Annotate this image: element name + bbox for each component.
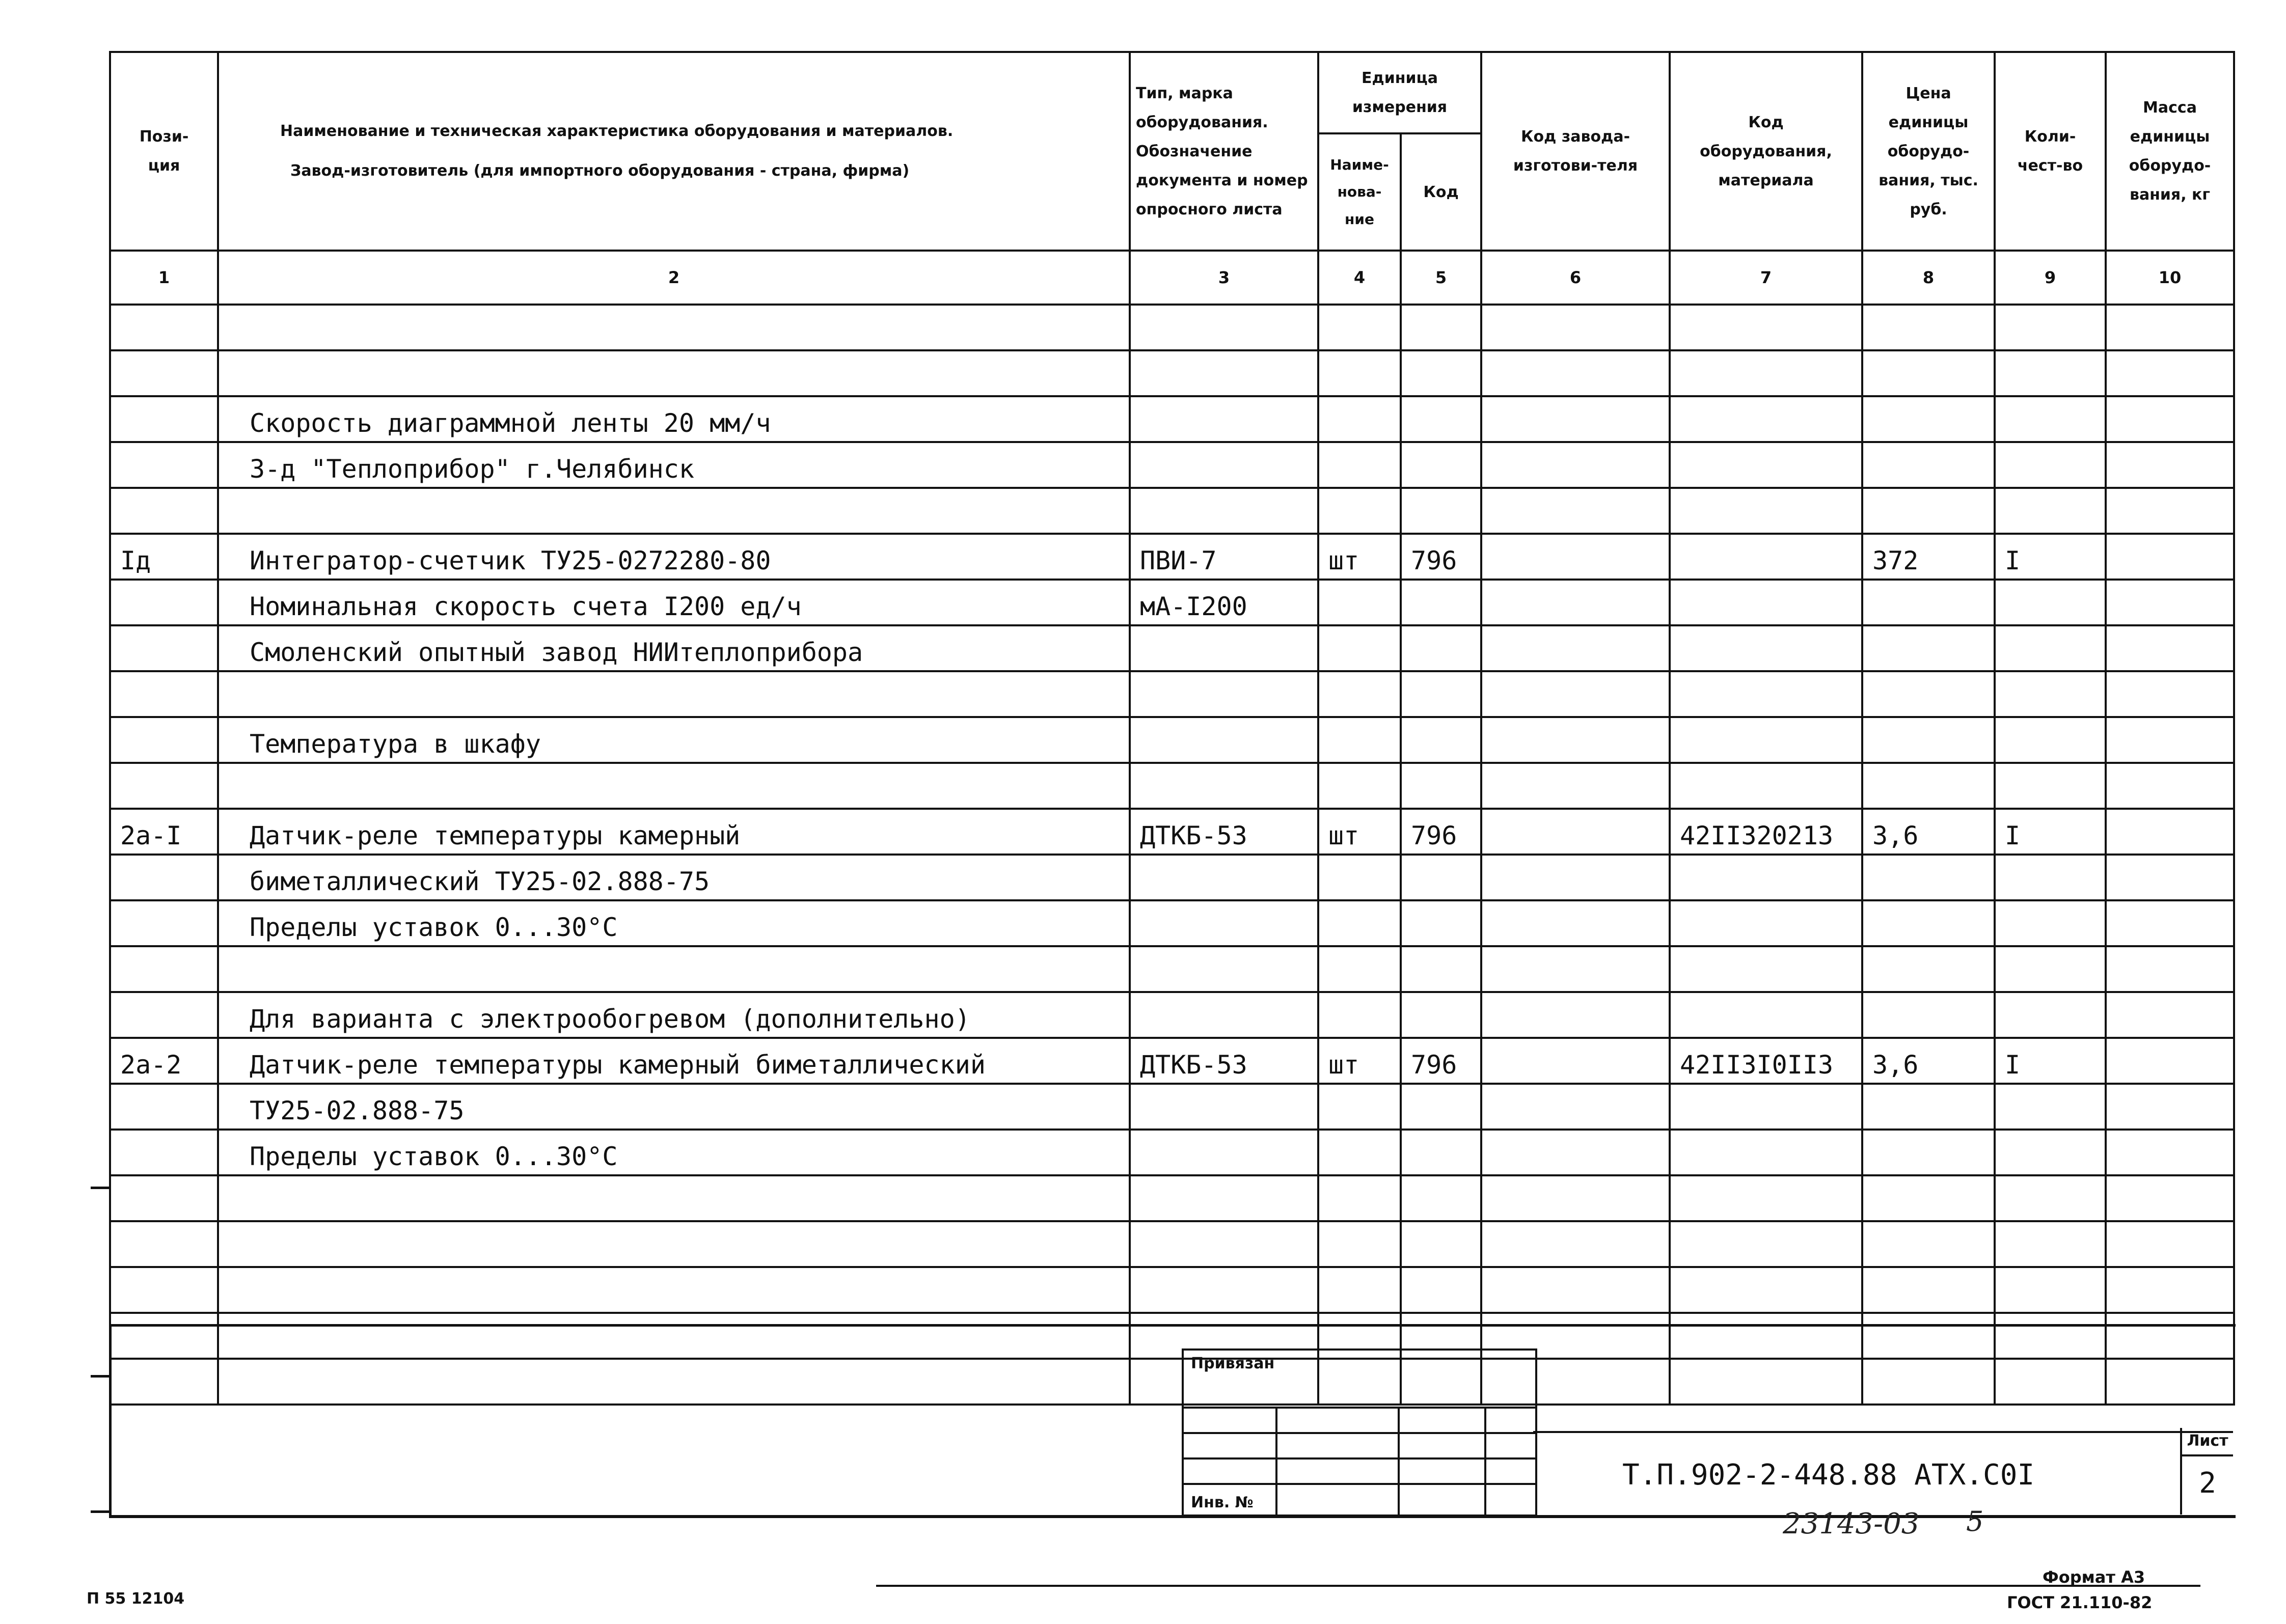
- factory-code-cell: [1481, 534, 1670, 580]
- mass-cell: [2106, 350, 2234, 396]
- sheet-box: [2180, 1428, 2233, 1515]
- name-cell: Смоленский опытный завод НИИтеплоприбора: [218, 625, 1130, 671]
- mass-cell: [2106, 900, 2234, 946]
- table-row: [110, 580, 2234, 625]
- margin-tick: [91, 1187, 111, 1189]
- position-cell: [110, 946, 218, 992]
- table-row: [110, 855, 2234, 900]
- type-cell: [1130, 305, 1318, 350]
- material-code-cell: [1670, 350, 1862, 396]
- type-cell: [1130, 1175, 1318, 1221]
- table-row: [110, 946, 2234, 992]
- factory-code-cell: [1481, 488, 1670, 534]
- quantity-cell: [1995, 305, 2106, 350]
- type-cell: ДТКБ-53: [1130, 809, 1318, 855]
- price-cell: [1862, 946, 1995, 992]
- type-cell: мА-I200: [1130, 580, 1318, 625]
- name-cell: Интегратор-счетчик ТУ25-0272280-80: [218, 534, 1130, 580]
- footer-code: П 55 12104: [87, 1590, 185, 1608]
- mass-cell: [2106, 442, 2234, 488]
- price-cell: [1862, 488, 1995, 534]
- type-cell: ДТКБ-53: [1130, 1038, 1318, 1084]
- price-cell: [1862, 1175, 1995, 1221]
- header-name-line1: Наименование и техническая характеристика оборудования и материалов.: [280, 122, 954, 140]
- mass-cell: [2106, 534, 2234, 580]
- quantity-cell: I: [1995, 1038, 2106, 1084]
- material-code-cell: [1670, 900, 1862, 946]
- unit-cell: [1318, 763, 1401, 809]
- unit-code-cell: [1401, 671, 1481, 717]
- type-cell: [1130, 763, 1318, 809]
- mass-cell: [2106, 1084, 2234, 1130]
- table-header: [110, 52, 2234, 305]
- name-cell: биметаллический ТУ25-02.888-75: [218, 855, 1130, 900]
- price-cell: [1862, 442, 1995, 488]
- position-cell: [110, 717, 218, 763]
- header-position: Пози- ция: [110, 52, 218, 251]
- position-cell: [110, 442, 218, 488]
- header-mass: Масса единицы оборудо-вания, кг: [2106, 52, 2234, 251]
- position-cell: [110, 763, 218, 809]
- mass-cell: [2106, 1221, 2234, 1267]
- table-row: [110, 1267, 2234, 1313]
- price-cell: 3,6: [1862, 1038, 1995, 1084]
- margin-tick: [91, 1510, 111, 1513]
- name-cell: Скорость диаграммной ленты 20 мм/ч: [218, 396, 1130, 442]
- factory-code-cell: [1481, 625, 1670, 671]
- material-code-cell: [1670, 442, 1862, 488]
- factory-code-cell: [1481, 946, 1670, 992]
- type-cell: [1130, 350, 1318, 396]
- mass-cell: [2106, 580, 2234, 625]
- unit-code-cell: [1401, 1130, 1481, 1175]
- unit-cell: [1318, 671, 1401, 717]
- stamp-line: [1484, 1407, 1486, 1515]
- table-row: [110, 1084, 2234, 1130]
- format-label: Формат А3: [2043, 1567, 2145, 1587]
- material-code-cell: [1670, 717, 1862, 763]
- factory-code-cell: [1481, 1130, 1670, 1175]
- header-quantity: Коли-чест-во: [1995, 52, 2106, 251]
- unit-cell: [1318, 946, 1401, 992]
- material-code-cell: [1670, 763, 1862, 809]
- name-cell: [218, 488, 1130, 534]
- table-row: [110, 396, 2234, 442]
- table-row: [110, 900, 2234, 946]
- price-cell: [1862, 1130, 1995, 1175]
- unit-cell: [1318, 717, 1401, 763]
- material-code-cell: [1670, 946, 1862, 992]
- name-cell: [218, 1221, 1130, 1267]
- unit-code-cell: [1401, 717, 1481, 763]
- factory-code-cell: [1481, 305, 1670, 350]
- unit-code-cell: 796: [1401, 534, 1481, 580]
- position-cell: [110, 1267, 218, 1313]
- name-cell: [218, 1175, 1130, 1221]
- quantity-cell: [1995, 488, 2106, 534]
- table-row: [110, 442, 2234, 488]
- quantity-cell: [1995, 1175, 2106, 1221]
- mass-cell: [2106, 1175, 2234, 1221]
- type-cell: [1130, 396, 1318, 442]
- name-cell: Датчик-реле температуры камерный биметаллический: [218, 1038, 1130, 1084]
- unit-code-cell: [1401, 1221, 1481, 1267]
- price-cell: [1862, 763, 1995, 809]
- unit-code-cell: [1401, 1084, 1481, 1130]
- column-number: 7: [1670, 251, 1862, 305]
- position-cell: [110, 900, 218, 946]
- unit-cell: [1318, 1267, 1401, 1313]
- factory-code-cell: [1481, 350, 1670, 396]
- unit-code-cell: [1401, 946, 1481, 992]
- position-cell: [110, 1175, 218, 1221]
- header-unit-group: Единица измерения: [1318, 52, 1481, 133]
- material-code-cell: [1670, 488, 1862, 534]
- price-cell: [1862, 580, 1995, 625]
- column-number: 8: [1862, 251, 1995, 305]
- stamp-line: [1184, 1457, 1535, 1460]
- material-code-cell: [1670, 1130, 1862, 1175]
- quantity-cell: [1995, 900, 2106, 946]
- price-cell: [1862, 396, 1995, 442]
- position-cell: [110, 396, 218, 442]
- table-row: [110, 1175, 2234, 1221]
- stamp-line: [1275, 1407, 1277, 1515]
- unit-code-cell: [1401, 625, 1481, 671]
- name-cell: [218, 671, 1130, 717]
- table-row: [110, 763, 2234, 809]
- column-number: 6: [1481, 251, 1670, 305]
- material-code-cell: 42II320213: [1670, 809, 1862, 855]
- name-cell: Датчик-реле температуры камерный: [218, 809, 1130, 855]
- handwritten-number: 5: [1966, 1505, 1984, 1537]
- unit-code-cell: [1401, 442, 1481, 488]
- unit-cell: [1318, 442, 1401, 488]
- price-cell: 3,6: [1862, 809, 1995, 855]
- table-row: [110, 625, 2234, 671]
- table-row: [110, 992, 2234, 1038]
- unit-cell: шт: [1318, 534, 1401, 580]
- material-code-cell: [1670, 671, 1862, 717]
- binding-stamp: [1182, 1348, 1537, 1517]
- position-cell: 2а-I: [110, 809, 218, 855]
- material-code-cell: [1670, 855, 1862, 900]
- gost-label: ГОСТ 21.110-82: [2007, 1593, 2153, 1612]
- quantity-cell: [1995, 1084, 2106, 1130]
- mass-cell: [2106, 1130, 2234, 1175]
- name-cell: Для варианта с электрообогревом (дополнительно): [218, 992, 1130, 1038]
- unit-code-cell: [1401, 580, 1481, 625]
- inventory-label: Инв. №: [1191, 1494, 1254, 1511]
- unit-cell: [1318, 488, 1401, 534]
- factory-code-cell: [1481, 717, 1670, 763]
- column-number: 4: [1318, 251, 1401, 305]
- price-cell: [1862, 625, 1995, 671]
- name-cell: [218, 763, 1130, 809]
- title-block: [1533, 1431, 2233, 1515]
- quantity-cell: I: [1995, 809, 2106, 855]
- material-code-cell: 42II3I0II3: [1670, 1038, 1862, 1084]
- quantity-cell: [1995, 350, 2106, 396]
- position-cell: [110, 1130, 218, 1175]
- unit-code-cell: [1401, 1175, 1481, 1221]
- mass-cell: [2106, 717, 2234, 763]
- unit-cell: [1318, 396, 1401, 442]
- unit-cell: [1318, 1130, 1401, 1175]
- name-cell: [218, 350, 1130, 396]
- name-cell: Номинальная скорость счета I200 ед/ч: [218, 580, 1130, 625]
- type-cell: [1130, 488, 1318, 534]
- table-row: [110, 1221, 2234, 1267]
- specification-table: [109, 51, 2235, 1406]
- quantity-cell: [1995, 855, 2106, 900]
- mass-cell: [2106, 396, 2234, 442]
- factory-code-cell: [1481, 442, 1670, 488]
- header-factory-code: Код завода-изготови-теля: [1481, 52, 1670, 251]
- mass-cell: [2106, 992, 2234, 1038]
- material-code-cell: [1670, 1084, 1862, 1130]
- position-cell: [110, 350, 218, 396]
- type-cell: [1130, 717, 1318, 763]
- price-cell: [1862, 1084, 1995, 1130]
- quantity-cell: [1995, 763, 2106, 809]
- quantity-cell: [1995, 1130, 2106, 1175]
- stamp-line: [1184, 1483, 1535, 1485]
- price-cell: [1862, 992, 1995, 1038]
- sheet-label: Лист: [2182, 1428, 2233, 1456]
- position-cell: [110, 855, 218, 900]
- position-cell: [110, 1221, 218, 1267]
- unit-cell: [1318, 900, 1401, 946]
- mass-cell: [2106, 671, 2234, 717]
- type-cell: [1130, 1130, 1318, 1175]
- header-name-line2: Завод-изготовитель (для импортного оборудования - страна, фирма): [290, 162, 910, 180]
- column-number: 1: [110, 251, 218, 305]
- header-name: [218, 52, 1130, 251]
- material-code-cell: [1670, 580, 1862, 625]
- sheet-number: 2: [2199, 1467, 2216, 1500]
- position-cell: [110, 1084, 218, 1130]
- factory-code-cell: [1481, 900, 1670, 946]
- name-cell: [218, 1267, 1130, 1313]
- header-unit-name: Наиме-нова-ние: [1318, 133, 1401, 251]
- header-type: Тип, марка оборудования. Обозначение документа и номер опросного листа: [1130, 52, 1318, 251]
- column-number: 10: [2106, 251, 2234, 305]
- mass-cell: [2106, 305, 2234, 350]
- factory-code-cell: [1481, 671, 1670, 717]
- factory-code-cell: [1481, 396, 1670, 442]
- position-cell: [110, 992, 218, 1038]
- type-cell: [1130, 671, 1318, 717]
- type-cell: ПВИ-7: [1130, 534, 1318, 580]
- factory-code-cell: [1481, 1267, 1670, 1313]
- table-row: [110, 809, 2234, 855]
- factory-code-cell: [1481, 855, 1670, 900]
- price-cell: 372: [1862, 534, 1995, 580]
- type-cell: [1130, 1267, 1318, 1313]
- material-code-cell: [1670, 1175, 1862, 1221]
- column-numbers-row: [110, 251, 2234, 305]
- material-code-cell: [1670, 1267, 1862, 1313]
- type-cell: [1130, 992, 1318, 1038]
- unit-cell: [1318, 1084, 1401, 1130]
- stamp-line: [1184, 1432, 1535, 1434]
- type-cell: [1130, 1084, 1318, 1130]
- price-cell: [1862, 900, 1995, 946]
- handwritten-inventory: 23143-03: [1783, 1507, 1920, 1540]
- unit-code-cell: 796: [1401, 1038, 1481, 1084]
- quantity-cell: [1995, 946, 2106, 992]
- price-cell: [1862, 1221, 1995, 1267]
- unit-cell: [1318, 580, 1401, 625]
- mass-cell: [2106, 946, 2234, 992]
- header-material-code: Код оборудования, материала: [1670, 52, 1862, 251]
- unit-code-cell: [1401, 305, 1481, 350]
- header-price: Цена единицы оборудо-вания, тыс. руб.: [1862, 52, 1995, 251]
- quantity-cell: [1995, 396, 2106, 442]
- material-code-cell: [1670, 396, 1862, 442]
- position-cell: 2а-2: [110, 1038, 218, 1084]
- type-cell: [1130, 442, 1318, 488]
- factory-code-cell: [1481, 580, 1670, 625]
- quantity-cell: [1995, 1267, 2106, 1313]
- quantity-cell: [1995, 992, 2106, 1038]
- factory-code-cell: [1481, 1084, 1670, 1130]
- unit-code-cell: [1401, 488, 1481, 534]
- stamp-line: [1184, 1407, 1535, 1409]
- type-cell: [1130, 1221, 1318, 1267]
- name-cell: Пределы уставок 0...30°С: [218, 1130, 1130, 1175]
- mass-cell: [2106, 625, 2234, 671]
- column-number: 2: [218, 251, 1130, 305]
- column-number: 3: [1130, 251, 1318, 305]
- table-row: [110, 488, 2234, 534]
- unit-code-cell: [1401, 396, 1481, 442]
- material-code-cell: [1670, 305, 1862, 350]
- mass-cell: [2106, 855, 2234, 900]
- material-code-cell: [1670, 992, 1862, 1038]
- unit-code-cell: [1401, 855, 1481, 900]
- price-cell: [1862, 350, 1995, 396]
- position-cell: [110, 305, 218, 350]
- quantity-cell: [1995, 1221, 2106, 1267]
- price-cell: [1862, 305, 1995, 350]
- price-cell: [1862, 855, 1995, 900]
- type-cell: [1130, 855, 1318, 900]
- unit-cell: [1318, 992, 1401, 1038]
- unit-code-cell: [1401, 763, 1481, 809]
- factory-code-cell: [1481, 763, 1670, 809]
- mass-cell: [2106, 763, 2234, 809]
- column-number: 9: [1995, 251, 2106, 305]
- table-row: [110, 350, 2234, 396]
- table-row: [110, 534, 2234, 580]
- type-cell: [1130, 625, 1318, 671]
- name-cell: Пределы уставок 0...30°С: [218, 900, 1130, 946]
- type-cell: [1130, 946, 1318, 992]
- mass-cell: [2106, 488, 2234, 534]
- material-code-cell: [1670, 625, 1862, 671]
- position-cell: [110, 580, 218, 625]
- factory-code-cell: [1481, 1038, 1670, 1084]
- footer-line: [876, 1585, 2200, 1587]
- quantity-cell: [1995, 442, 2106, 488]
- column-number: 5: [1401, 251, 1481, 305]
- name-cell: [218, 946, 1130, 992]
- unit-code-cell: [1401, 1267, 1481, 1313]
- price-cell: [1862, 671, 1995, 717]
- name-cell: [218, 305, 1130, 350]
- factory-code-cell: [1481, 1221, 1670, 1267]
- unit-cell: [1318, 350, 1401, 396]
- unit-cell: [1318, 855, 1401, 900]
- unit-cell: шт: [1318, 1038, 1401, 1084]
- unit-code-cell: 796: [1401, 809, 1481, 855]
- quantity-cell: [1995, 717, 2106, 763]
- document-code: Т.П.902-2-448.88 АТХ.С0I: [1622, 1458, 2035, 1492]
- table-row: [110, 305, 2234, 350]
- unit-code-cell: [1401, 900, 1481, 946]
- price-cell: [1862, 1267, 1995, 1313]
- header-unit-code: Код: [1401, 133, 1481, 251]
- name-cell: ТУ25-02.888-75: [218, 1084, 1130, 1130]
- type-cell: [1130, 900, 1318, 946]
- mass-cell: [2106, 809, 2234, 855]
- table-row: [110, 671, 2234, 717]
- position-cell: [110, 488, 218, 534]
- unit-code-cell: [1401, 350, 1481, 396]
- unit-cell: [1318, 625, 1401, 671]
- name-cell: З-д "Теплоприбор" г.Челябинск: [218, 442, 1130, 488]
- quantity-cell: I: [1995, 534, 2106, 580]
- material-code-cell: [1670, 1221, 1862, 1267]
- unit-cell: [1318, 1175, 1401, 1221]
- position-cell: Iд: [110, 534, 218, 580]
- quantity-cell: [1995, 671, 2106, 717]
- price-cell: [1862, 717, 1995, 763]
- mass-cell: [2106, 1267, 2234, 1313]
- material-code-cell: [1670, 534, 1862, 580]
- position-cell: [110, 625, 218, 671]
- unit-cell: шт: [1318, 809, 1401, 855]
- name-cell: Температура в шкафу: [218, 717, 1130, 763]
- unit-cell: [1318, 305, 1401, 350]
- margin-tick: [91, 1375, 111, 1378]
- quantity-cell: [1995, 580, 2106, 625]
- stamp-line: [1398, 1407, 1400, 1515]
- factory-code-cell: [1481, 1175, 1670, 1221]
- unit-code-cell: [1401, 992, 1481, 1038]
- factory-code-cell: [1481, 809, 1670, 855]
- mass-cell: [2106, 1038, 2234, 1084]
- bound-label: Привязан: [1191, 1355, 1275, 1372]
- table-row: [110, 1038, 2234, 1084]
- quantity-cell: [1995, 625, 2106, 671]
- factory-code-cell: [1481, 992, 1670, 1038]
- table-body: [110, 305, 2234, 1405]
- table-row: [110, 717, 2234, 763]
- unit-cell: [1318, 1221, 1401, 1267]
- position-cell: [110, 671, 218, 717]
- table-row: [110, 1130, 2234, 1175]
